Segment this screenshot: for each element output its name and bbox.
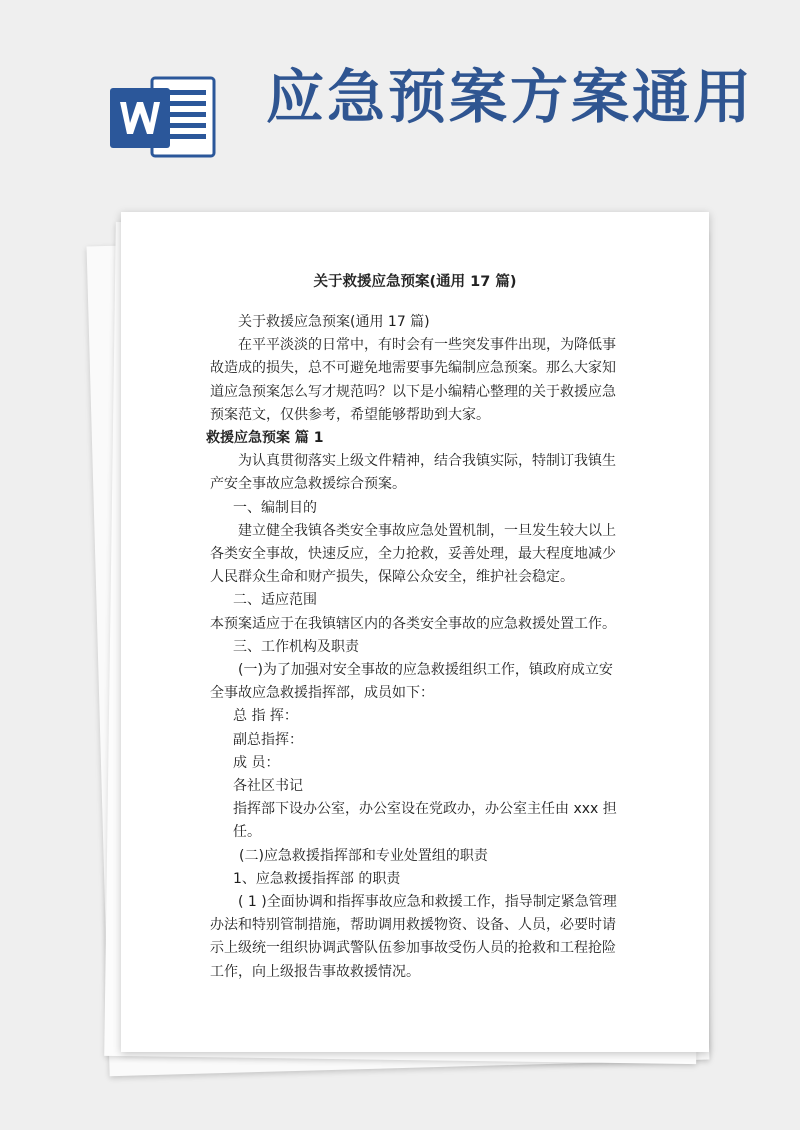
document-page: [121, 212, 709, 1052]
paragraph: 为认真贯彻落实上级文件精神，结合我镇实际，特制订我镇生产安全事故应急救援综合预案。: [210, 453, 616, 493]
section-heading: 救援应急预案 篇 1: [206, 430, 324, 447]
document-title: 关于救援应急预案(通用 17 篇): [313, 274, 517, 290]
banner-title: 应急预案方案通用: [266, 63, 755, 131]
paragraph: 一、编制目的: [233, 499, 317, 516]
paragraph: 指挥部下设办公室，办公室设在党政办，办公室主任由 xxx 担任。: [233, 801, 617, 841]
paragraph: ( 1 )全面协调和指挥事故应急和救援工作，指导制定紧急管理办法和特别管制措施，帮助调用救援物资、设备、人员，必要时请示上级统一组织协调武警队伍参加事故受伤人员的抢救和工程抢险工作，向上级报告事故救援情况。: [210, 894, 617, 980]
paragraph: 本预案适应于在我镇辖区内的各类安全事故的应急救援处置工作。: [210, 615, 616, 632]
paragraph: 总 指 挥：: [233, 708, 298, 725]
paragraph: 副总指挥：: [233, 731, 303, 748]
document-body: [206, 311, 620, 984]
paragraph: 建立健全我镇各类安全事故应急处置机制，一旦发生较大以上各类安全事故，快速反应，全力抢救，妥善处理，最大程度地减少人民群众生命和财产损失，保障公众安全，维护社会稳定。: [210, 522, 616, 586]
paragraph: (二)应急救援指挥部和专业处置组的职责: [239, 847, 488, 864]
paragraph: 三、工作机构及职责: [233, 638, 359, 655]
word-document-icon: [108, 76, 218, 158]
paragraph: 二、适应范围: [233, 592, 317, 609]
paragraph: (一)为了加强对安全事故的应急救援组织工作，镇政府成立安全事故应急救援指挥部，成员如下：: [210, 662, 613, 702]
paragraph: 成 员：: [233, 754, 280, 771]
paragraph: 1、应急救援指挥部 的职责: [233, 870, 401, 887]
paragraph: 在平平淡淡的日常中，有时会有一些突发事件出现，为降低事故造成的损失，总不可避免地需要事先编制应急预案。那么大家知道应急预案怎么写才规范吗？以下是小编精心整理的关于救援应急预案范文，仅供参考，希望能够帮助到大家。: [210, 337, 616, 423]
paragraph: 各社区书记: [233, 778, 303, 795]
paragraph: 关于救援应急预案(通用 17 篇): [238, 314, 430, 330]
